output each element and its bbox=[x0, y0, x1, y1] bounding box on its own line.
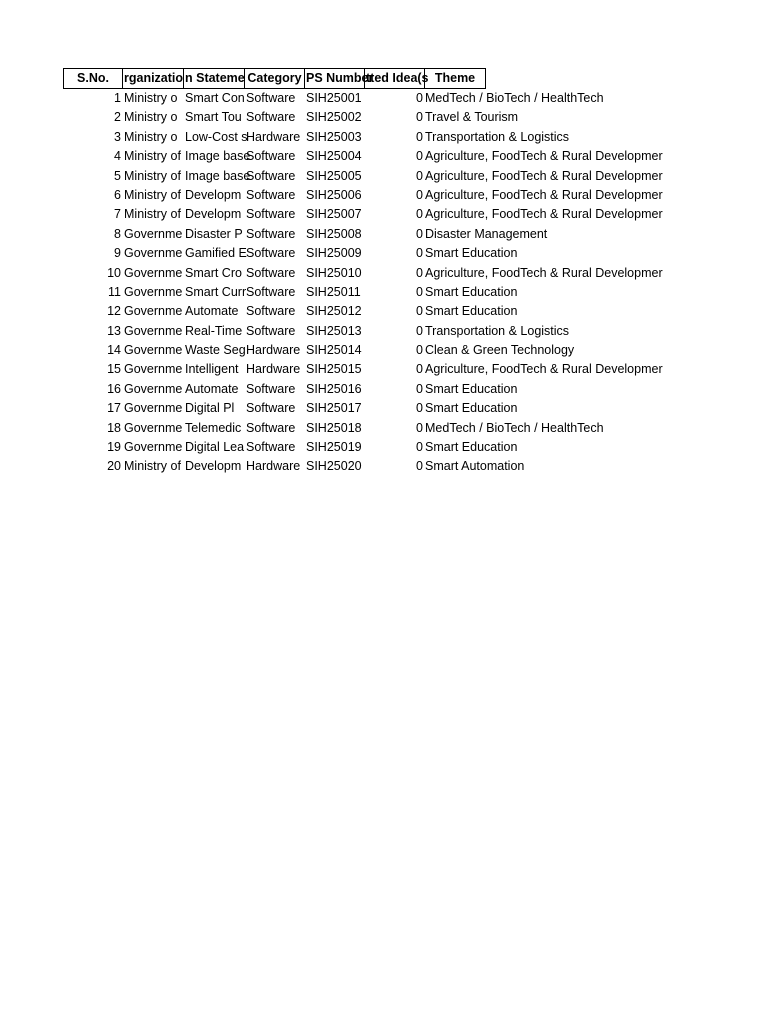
cell-submitted-ideas: 0 bbox=[416, 265, 423, 280]
header-submitted-ideas: tted Idea(s bbox=[365, 68, 425, 89]
cell-category: Hardware bbox=[246, 459, 301, 474]
cell-theme: Clean & Green Technology bbox=[425, 343, 575, 358]
cell-sno: 13 bbox=[107, 323, 121, 338]
cell-ps-number: SIH25020 bbox=[306, 459, 362, 474]
cell-sno: 16 bbox=[107, 381, 121, 396]
header-category: Category bbox=[245, 68, 305, 89]
cell-theme: Smart Education bbox=[425, 284, 518, 299]
cell-ps-number: SIH25006 bbox=[306, 187, 362, 202]
cell-problem-statement: Automate bbox=[185, 304, 239, 319]
cell-ps-number: SIH25010 bbox=[306, 265, 362, 280]
cell-submitted-ideas: 0 bbox=[416, 304, 423, 319]
cell-problem-statement: Telemedic bbox=[185, 420, 242, 435]
cell-submitted-ideas: 0 bbox=[416, 420, 423, 435]
cell-submitted-ideas: 0 bbox=[416, 246, 423, 261]
cell-category: Software bbox=[246, 304, 296, 319]
cell-ps-number: SIH25013 bbox=[306, 323, 362, 338]
cell-problem-statement: Image base bbox=[185, 168, 251, 183]
cell-organization: Governme bbox=[124, 420, 183, 435]
cell-ps-number: SIH25004 bbox=[306, 149, 362, 164]
cell-organization: Ministry o bbox=[124, 91, 178, 105]
cell-category: Software bbox=[246, 381, 296, 396]
cell-submitted-ideas: 0 bbox=[416, 381, 423, 396]
cell-theme: Disaster Management bbox=[425, 226, 548, 241]
cell-organization: Ministry of bbox=[124, 168, 181, 183]
cell-problem-statement: Waste Seg bbox=[185, 343, 246, 358]
cell-theme: Agriculture, FoodTech & Rural Developmer bbox=[425, 265, 663, 280]
cell-category: Hardware bbox=[246, 129, 301, 144]
cell-sno: 3 bbox=[114, 129, 121, 144]
cell-ps-number: SIH25012 bbox=[306, 304, 362, 319]
cell-sno: 6 bbox=[114, 187, 121, 202]
cell-organization: Ministry of bbox=[124, 207, 181, 222]
cell-ps-number: SIH25008 bbox=[306, 226, 362, 241]
cell-sno: 9 bbox=[114, 246, 121, 261]
cell-submitted-ideas: 0 bbox=[416, 284, 423, 299]
cell-category: Software bbox=[246, 168, 296, 183]
cell-theme: Smart Education bbox=[425, 304, 518, 319]
cell-organization: Ministry of bbox=[124, 149, 181, 164]
cell-submitted-ideas: 0 bbox=[416, 323, 423, 338]
cell-ps-number: SIH25016 bbox=[306, 381, 362, 396]
cell-submitted-ideas: 0 bbox=[416, 149, 423, 164]
cell-theme: Smart Education bbox=[425, 401, 518, 416]
cell-theme: Smart Education bbox=[425, 381, 518, 396]
cell-submitted-ideas: 0 bbox=[416, 187, 423, 202]
cell-organization: Governme bbox=[124, 304, 183, 319]
cell-theme: Agriculture, FoodTech & Rural Developmer bbox=[425, 149, 663, 164]
cell-submitted-ideas: 0 bbox=[416, 401, 423, 416]
cell-submitted-ideas: 0 bbox=[416, 226, 423, 241]
cell-organization: Governme bbox=[124, 362, 183, 377]
cell-category: Software bbox=[246, 440, 296, 455]
cell-organization: Governme bbox=[124, 401, 183, 416]
cell-organization: Governme bbox=[124, 323, 183, 338]
cell-category: Software bbox=[246, 91, 296, 105]
header-sno: S.No. bbox=[63, 68, 123, 89]
cell-theme: Smart Education bbox=[425, 246, 518, 261]
cell-organization: Ministry of bbox=[124, 459, 181, 474]
cell-organization: Governme bbox=[124, 226, 183, 241]
cell-submitted-ideas: 0 bbox=[416, 440, 423, 455]
cell-category: Software bbox=[246, 110, 296, 125]
cell-sno: 8 bbox=[114, 226, 121, 241]
cell-theme: MedTech / BioTech / HealthTech bbox=[425, 91, 604, 105]
cell-organization: Governme bbox=[124, 284, 183, 299]
cell-problem-statement: Real-Time bbox=[185, 323, 243, 338]
cell-ps-number: SIH25005 bbox=[306, 168, 362, 183]
cell-category: Software bbox=[246, 149, 296, 164]
cell-ps-number: SIH25007 bbox=[306, 207, 362, 222]
cell-problem-statement: Digital Pl bbox=[185, 401, 235, 416]
cell-submitted-ideas: 0 bbox=[416, 129, 423, 144]
cell-organization: Ministry of bbox=[124, 187, 181, 202]
cell-sno: 20 bbox=[107, 459, 121, 474]
cell-ps-number: SIH25001 bbox=[306, 91, 362, 105]
cell-problem-statement: Smart Cro bbox=[185, 265, 242, 280]
cell-submitted-ideas: 0 bbox=[416, 343, 423, 358]
cell-theme: Agriculture, FoodTech & Rural Developmer bbox=[425, 362, 663, 377]
cell-submitted-ideas: 0 bbox=[416, 91, 423, 105]
cell-sno: 14 bbox=[107, 343, 121, 358]
cell-category: Software bbox=[246, 246, 296, 261]
cell-ps-number: SIH25018 bbox=[306, 420, 362, 435]
cell-sno: 12 bbox=[107, 304, 121, 319]
cell-theme: Smart Education bbox=[425, 440, 518, 455]
cell-problem-statement: Smart Con bbox=[185, 91, 245, 105]
cell-organization: Governme bbox=[124, 343, 183, 358]
cell-submitted-ideas: 0 bbox=[416, 168, 423, 183]
cell-category: Hardware bbox=[246, 362, 301, 377]
cell-problem-statement: Developm bbox=[185, 207, 242, 222]
cell-organization: Governme bbox=[124, 246, 183, 261]
header-problem-statement: n Stateme bbox=[184, 68, 245, 89]
cell-theme: Travel & Tourism bbox=[425, 110, 519, 125]
cell-problem-statement: Developm bbox=[185, 459, 242, 474]
header-theme: Theme bbox=[425, 68, 486, 89]
cell-problem-statement: Developm bbox=[185, 187, 242, 202]
cell-sno: 2 bbox=[114, 110, 121, 125]
cell-sno: 19 bbox=[107, 440, 121, 455]
cell-ps-number: SIH25011 bbox=[306, 284, 361, 299]
cell-category: Software bbox=[246, 284, 296, 299]
cell-submitted-ideas: 0 bbox=[416, 362, 423, 377]
cell-problem-statement: Image base bbox=[185, 149, 251, 164]
cell-theme: Agriculture, FoodTech & Rural Developmer bbox=[425, 207, 663, 222]
cell-ps-number: SIH25017 bbox=[306, 401, 362, 416]
cell-category: Software bbox=[246, 420, 296, 435]
cell-problem-statement: Smart Curr bbox=[185, 284, 247, 299]
cell-theme: Smart Automation bbox=[425, 459, 525, 474]
cell-sno: 4 bbox=[114, 149, 121, 164]
cell-ps-number: SIH25019 bbox=[306, 440, 362, 455]
cell-sno: 15 bbox=[107, 362, 121, 377]
cell-organization: Governme bbox=[124, 440, 183, 455]
cell-problem-statement: Gamified E bbox=[185, 246, 247, 261]
cell-category: Software bbox=[246, 187, 296, 202]
cell-ps-number: SIH25014 bbox=[306, 343, 362, 358]
cell-sno: 1 bbox=[114, 91, 121, 105]
cell-theme: Transportation & Logistics bbox=[425, 323, 570, 338]
cell-sno: 11 bbox=[108, 284, 121, 299]
cell-sno: 10 bbox=[107, 265, 121, 280]
cell-submitted-ideas: 0 bbox=[416, 207, 423, 222]
cell-ps-number: SIH25002 bbox=[306, 110, 362, 125]
cell-theme: MedTech / BioTech / HealthTech bbox=[425, 420, 604, 435]
cell-category: Hardware bbox=[246, 343, 301, 358]
cell-problem-statement: Smart Tou bbox=[185, 110, 242, 125]
cell-category: Software bbox=[246, 323, 296, 338]
cell-problem-statement: Disaster P bbox=[185, 226, 243, 241]
cell-ps-number: SIH25015 bbox=[306, 362, 362, 377]
cell-problem-statement: Low-Cost s bbox=[185, 129, 248, 144]
cell-theme: Transportation & Logistics bbox=[425, 129, 570, 144]
cell-theme: Agriculture, FoodTech & Rural Developmer bbox=[425, 187, 663, 202]
cell-sno: 17 bbox=[107, 401, 121, 416]
cell-submitted-ideas: 0 bbox=[416, 110, 423, 125]
cell-problem-statement: Intelligent bbox=[185, 362, 239, 377]
cell-theme: Agriculture, FoodTech & Rural Developmer bbox=[425, 168, 663, 183]
cell-problem-statement: Digital Lea bbox=[185, 440, 245, 455]
cell-problem-statement: Automate bbox=[185, 381, 239, 396]
cell-organization: Ministry o bbox=[124, 129, 178, 144]
header-ps-number: PS Number bbox=[305, 68, 365, 89]
cell-sno: 5 bbox=[114, 168, 121, 183]
cell-submitted-ideas: 0 bbox=[416, 459, 423, 474]
cell-ps-number: SIH25009 bbox=[306, 246, 362, 261]
cell-ps-number: SIH25003 bbox=[306, 129, 362, 144]
cell-sno: 18 bbox=[107, 420, 121, 435]
cell-organization: Governme bbox=[124, 265, 183, 280]
cell-category: Software bbox=[246, 226, 296, 241]
cell-category: Software bbox=[246, 401, 296, 416]
cell-organization: Ministry o bbox=[124, 110, 178, 125]
header-organization: rganizatio bbox=[123, 68, 184, 89]
cell-category: Software bbox=[246, 265, 296, 280]
cell-organization: Governme bbox=[124, 381, 183, 396]
cell-sno: 7 bbox=[114, 207, 121, 222]
cell-category: Software bbox=[246, 207, 296, 222]
